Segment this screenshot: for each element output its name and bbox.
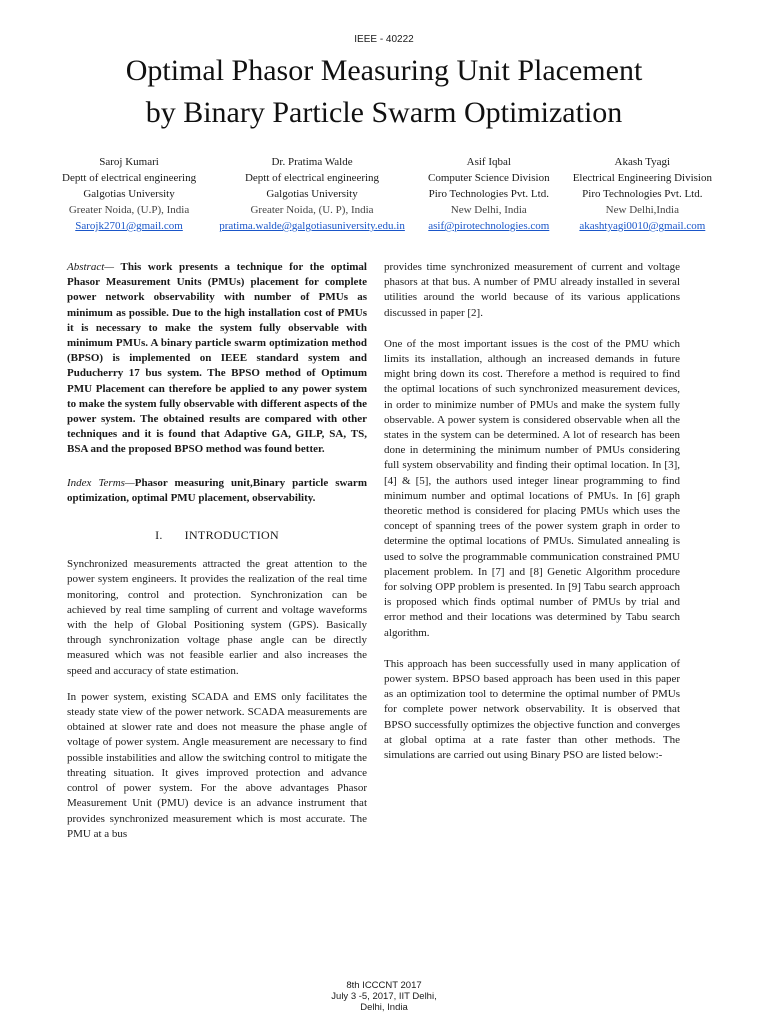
author-location: Greater Noida, (U.P), India — [68, 204, 190, 216]
footer-location: Delhi, India — [360, 1002, 408, 1013]
author-1 — [62, 154, 196, 234]
author-location: New Delhi,India — [605, 204, 679, 216]
author-email-link[interactable]: akashtyagi0010@gmail.com — [579, 220, 706, 232]
author-location: New Delhi, India — [450, 204, 527, 216]
author-org: Piro Technologies Pvt. Ltd. — [428, 188, 549, 200]
footer-conference: 8th ICCCNT 2017 — [346, 980, 422, 991]
author-name: Saroj Kumari — [99, 156, 159, 168]
author-org: Piro Technologies Pvt. Ltd. — [582, 188, 703, 200]
paper-title — [40, 50, 728, 134]
author-email-link[interactable]: pratima.walde@galgotiasuniversity.edu.in — [219, 220, 405, 232]
body-paragraph: One of the most important issues is the cost of the PMU which limits its installation, although an increased demands in future might bring down its cost. Therefore a method is required to find the optimal locations of such synchronized measurement devices, in order to minimize number of PMUs and make the system fully observable. A power system is considered observable when all the states in the system can be determined. A lot of research has been done in determining the minimum number of PMUs considering full system observability and finding their optimal location. In [3], [4] & [5], the authors used integer linear programming to find minimum number and optimal locations of PMUs. In [6] graph theoretic method is considered for placing PMUs which uses the concept of spanning trees of the power system graph in order to determine the optimal locations of PMUs. Simulated annealing is used to solve the programmable communication constrained PMU placement problem. In [7] and [8] Genetic Algorithm procedure for solving OPP problem is presented. In [9] Tabu search approach is proposed which finds optimal number of PMUs by trial and error method and their locations was determined by Tabu search algorithm. — [384, 337, 680, 639]
body-paragraph: In power system, existing SCADA and EMS only facilitates the steady state view of the power network. SCADA measurements are obtained at slower rate and does not measure the phase angle of voltage of power system. Angle measurement are necessary to find possible instabilities and allow the switching control to mitigate the threating situation. It gives improved protection and advance control of power system. For the above advantages Phasor Measurement Unit (PMU) device is an advance instrument that provides synchronized measurement which is most accurate. The PMU at a bus — [67, 690, 367, 840]
author-dept: Deptt of electrical engineering — [244, 172, 380, 184]
paper-title-line-2: by Binary Particle Swarm Optimization — [145, 96, 623, 129]
abstract-lead: Abstract— — [67, 261, 115, 273]
body-paragraph: Synchronized measurements attracted the great attention to the power system engineers. It provides the realization of the real time monitoring, control and protection. Synchronization can be achieved by real time sampling of current and voltage waveforms with the help of Global Positioning system (GPS). Basically through synchronization voltage phase angle can be directly measured which was not feasible earlier and also increases the speed and accuracy of state estimation. — [67, 558, 367, 677]
index-terms-text: Phasor measuring unit,Binary particle swarm optimization, optimal PMU placement, observability. — [67, 476, 367, 504]
left-column — [67, 260, 367, 853]
author-name: Akash Tyagi — [614, 156, 671, 168]
author-email-link[interactable]: Sarojk2701@gmail.com — [75, 220, 183, 232]
author-org: Galgotias University — [266, 188, 358, 200]
index-terms — [67, 476, 367, 506]
abstract-text: This work presents a technique for the optimal Phasor Measurement Units (PMUs) placement for complete power network observability with number of PMUs as minimum as possible. Due to the high installation cost of PMUs it is necessary to make the system fully observable with minimum PMUs. A binary particle swarm optimization method (BPSO) is implemented on IEEE standard system and Puducherry 17 bus system. The BPSO method of Optimum PMU Placement can therefore be applied to any power system to make the system fully observable with different aspects of the power system. The obtained results are compared with other techniques and it is found that Adaptive GA, GILP, SA, TS, BSA and the proposed BPSO method was found better. — [67, 261, 367, 456]
conference-id: IEEE - 40222 — [354, 34, 414, 45]
section-title: INTRODUCTION — [184, 528, 279, 543]
author-name: Dr. Pratima Walde — [271, 156, 353, 168]
author-email-link[interactable]: asif@pirotechnologies.com — [428, 220, 550, 232]
paper-title-line-1: Optimal Phasor Measuring Unit Placement — [125, 54, 643, 87]
author-org: Galgotias University — [83, 188, 175, 200]
abstract — [67, 260, 367, 458]
author-dept: Computer Science Division — [427, 172, 550, 184]
index-terms-lead: Index Terms— — [67, 476, 135, 489]
author-3 — [428, 154, 550, 234]
author-2 — [219, 154, 405, 234]
author-block — [62, 154, 712, 234]
section-heading-introduction — [67, 528, 367, 543]
author-dept: Electrical Engineering Division — [572, 172, 712, 184]
footer-dates: July 3 -5, 2017, IIT Delhi, — [331, 991, 437, 1002]
author-location: Greater Noida, (U. P), India — [250, 204, 374, 216]
section-number: I. — [155, 528, 163, 543]
body-paragraph: provides time synchronized measurement of current and voltage phasors at that bus. A number of PMU already installed in several utilities around the world because of its various applications discussed in paper [2]. — [384, 261, 680, 319]
author-name: Asif Iqbal — [466, 156, 511, 168]
body-paragraph: This approach has been successfully used in many application of power system. BPSO based approach has been used in this paper as an optimization tool to determine the optimal number of PMUs for complete power network observability. It is observed that BPSO successfully optimizes the objective function and converges at global optima at a rate faster than other methods. The simulations are carried out using Binary PSO are listed below:- — [384, 657, 680, 762]
author-dept: Deptt of electrical engineering — [62, 172, 197, 184]
author-4 — [573, 154, 712, 234]
right-column — [384, 260, 680, 774]
page-footer — [0, 980, 768, 1013]
